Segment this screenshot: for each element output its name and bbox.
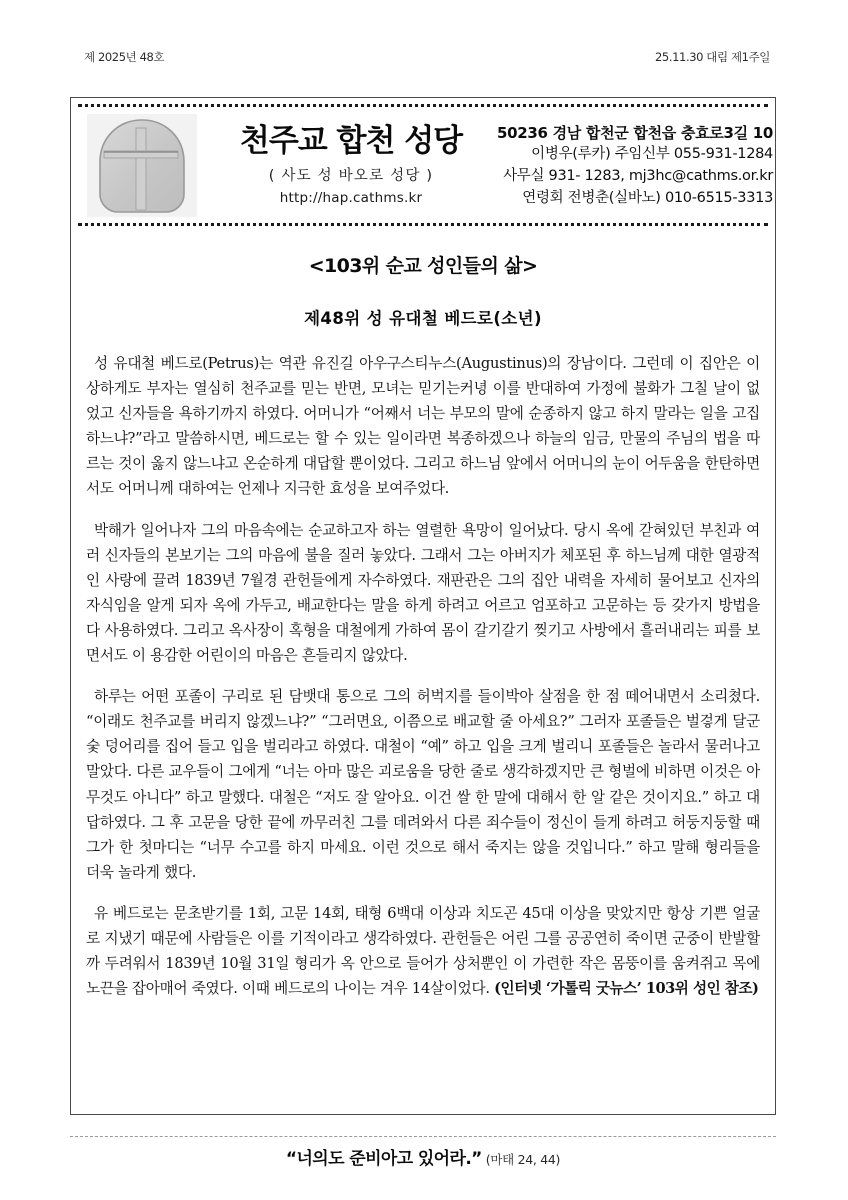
running-head (84, 48, 770, 66)
series-title: <103위 순교 성인들의 삶> (308, 255, 538, 277)
footer-quote-reference: (마태 24, 44) (485, 1152, 561, 1167)
pastor-contact: 이병우(루카) 주임신부 055-931-1284 (531, 146, 773, 163)
footer-divider (70, 1136, 776, 1137)
association-contact: 연령회 전병춘(실바노) 010-6515-3313 (522, 189, 773, 206)
article-paragraph-final (86, 901, 760, 1001)
church-name: 천주교 합천 성당 (239, 123, 463, 160)
article-source-citation: (인터넷 ‘가톨릭 굿뉴스’ 103위 성인 참조) (494, 980, 759, 998)
church-dome-cross-icon (87, 114, 197, 217)
bulletin-frame (70, 97, 776, 1115)
church-subtitle: ( 사도 성 바오로 성당 ) (268, 167, 434, 184)
article-body (86, 351, 760, 1001)
issue-number: 제 2025년 48호 (84, 50, 165, 64)
office-contact: 사무실 931- 1283, mj3hc@cathms.or.kr (503, 167, 773, 184)
article-paragraph: 성 유대철 베드로(Petrus)는 역관 유진길 아우구스티누스(Augustinus)의 장남이다. 그런데 이 집안은 이상하게도 부자는 열심히 천주교를 믿는 반면, 모녀는 믿기는커녕 이를 반대하여 가정에 불화가 그칠 날이 없었고 신자들을 욕하기까지 하였다. 어머니가 “어째서 너는 부모의 말에 순종하지 않고 하지 말라는 일을 고집하느냐?”라고 말씀하시면, 베드로는 할 수 있는 일이라면 복종하겠으나 하늘의 임금, 만물의 주님의 법을 따르는 것이 옳지 않느냐고 온순하게 대답할 뿐이었다. 그리고 하느님 앞에서 어머니의 눈이 어두움을 한탄하면서도 어머니께 대하여는 언제나 지극한 효성을 보여주었다. (86, 355, 760, 498)
masthead (78, 104, 773, 226)
church-address: 50236 경남 합천군 합천읍 충효로3길 10 (497, 123, 773, 142)
footer-quote-text: “너의도 준비아고 있어라.” (285, 1149, 482, 1169)
article (71, 251, 775, 1001)
final-paragraph-text: 유 베드로는 문초받기를 1회, 고문 14회, 태형 6백대 이상과 치도곤 45대 이상을 맞았지만 항상 기쁜 얼굴로 지냈기 때문에 사람들은 이를 기적이라고 생각하였다. 관헌들은 어린 그를 공공연히 죽이면 군중이 반발할까 두려워서 1839년 10월 31일 형리가 옥 안으로 들어가 상처뿐인 이 가련한 작은 몸뚱이를 움켜쥐고 목에 노끈을 잡아매어 죽였다. 이때 베드로의 나이는 겨우 14살이었다. (86, 904, 760, 998)
footer-quote (70, 1144, 776, 1169)
church-website-link[interactable]: http://hap.cathms.kr (279, 189, 423, 206)
article-paragraph: 하루는 어떤 포졸이 구리로 된 담뱃대 통으로 그의 허벅지를 들이박아 살점을 한 점 떼어내면서 소리쳤다. “이래도 천주교를 버리지 않겠느냐?” “그러면요, 이쯤으로 배교할 줄 아세요?” 그러자 포졸들은 벌겋게 달군 숯 덩어리를 집어 들고 입을 벌리라고 하였다. 대철이 “예” 하고 입을 크게 벌리니 포졸들은 놀라서 물러나고 말았다. 다른 교우들이 그에게 “너는 아마 많은 괴로움을 당한 줄로 생각하겠지만 큰 형벌에 비하면 이것은 아무것도 아니다” 하고 말했다. 대철은 “저도 잘 알아요. 이건 쌀 한 말에 대해서 한 알 같은 것이지요.” 하고 대답하였다. 그 후 고문을 당한 끝에 까무러친 그를 데려와서 다른 죄수들이 정신이 들게 하려고 허둥지둥할 때 그가 한 첫마디는 “너무 수고를 하지 마세요. 이런 것으로 해서 죽지는 않을 것입니다.” 하고 말해 형리들을 더욱 놀라게 했다. (86, 688, 760, 881)
church-identity (197, 125, 497, 206)
church-contact-block (497, 122, 785, 210)
entry-title: 제48위 성 유대철 베드로(소년) (304, 309, 542, 328)
liturgical-date: 25.11.30 대림 제1주일 (655, 50, 770, 64)
article-paragraph: 박해가 일어나자 그의 마음속에는 순교하고자 하는 열렬한 욕망이 일어났다. 당시 옥에 갇혀있던 부친과 여러 신자들의 본보기는 그의 마음에 불을 질러 놓았다. 그래서 그는 아버지가 체포된 후 하느님께 대한 열광적인 사랑에 끌려 1839년 7월경 관헌들에게 자수하였다. 재판관은 그의 집안 내력을 자세히 물어보고 신자의 자식임을 알게 되자 옥에 가두고, 배교한다는 말을 하게 하려고 어르고 엄포하고 고문하는 등 갖가지 방법을 다 사용하였다. 그리고 옥사장이 혹형을 대철에게 가하여 몸이 갈기갈기 찢기고 사방에서 흘러내리는 피를 보면서도 이 용감한 어린이의 마음은 흔들리지 않았다. (86, 521, 760, 665)
